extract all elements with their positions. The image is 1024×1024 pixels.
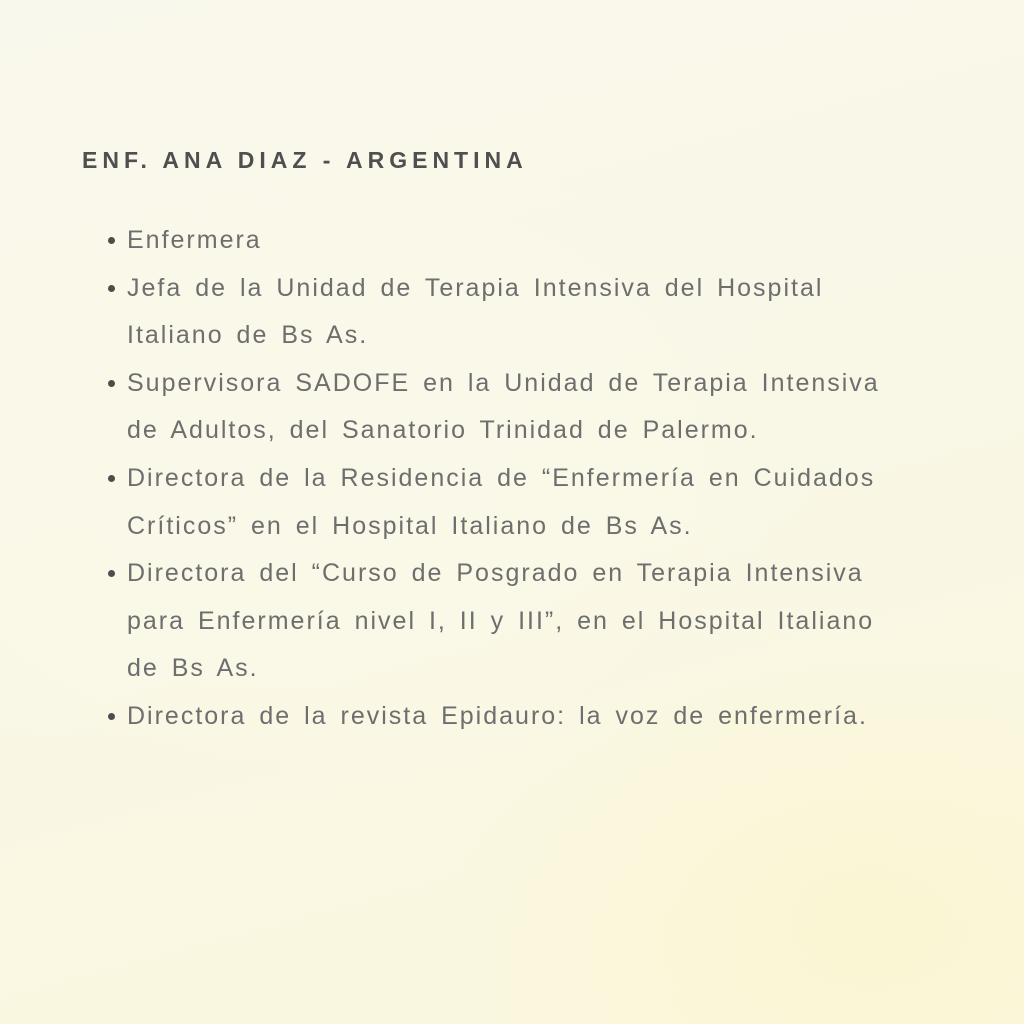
list-item: Directora del “Curso de Posgrado en Terapia Intensiva para Enfermería nivel I, II y III”, en el Hospital Italiano de Bs As. (108, 550, 918, 693)
list-item: Directora de la Residencia de “Enfermería en Cuidados Críticos” en el Hospital Italiano de Bs As. (108, 455, 918, 550)
credentials-list (108, 217, 918, 741)
page-title: ENF. ANA DIAZ - ARGENTINA (82, 147, 528, 174)
list-item: Supervisora SADOFE en la Unidad de Terapia Intensiva de Adultos, del Sanatorio Trinidad de Palermo. (108, 360, 918, 455)
list-item: Enfermera (108, 217, 918, 265)
list-item: Directora de la revista Epidauro: la voz de enfermería. (108, 693, 918, 741)
list-item: Jefa de la Unidad de Terapia Intensiva del Hospital Italiano de Bs As. (108, 265, 918, 360)
